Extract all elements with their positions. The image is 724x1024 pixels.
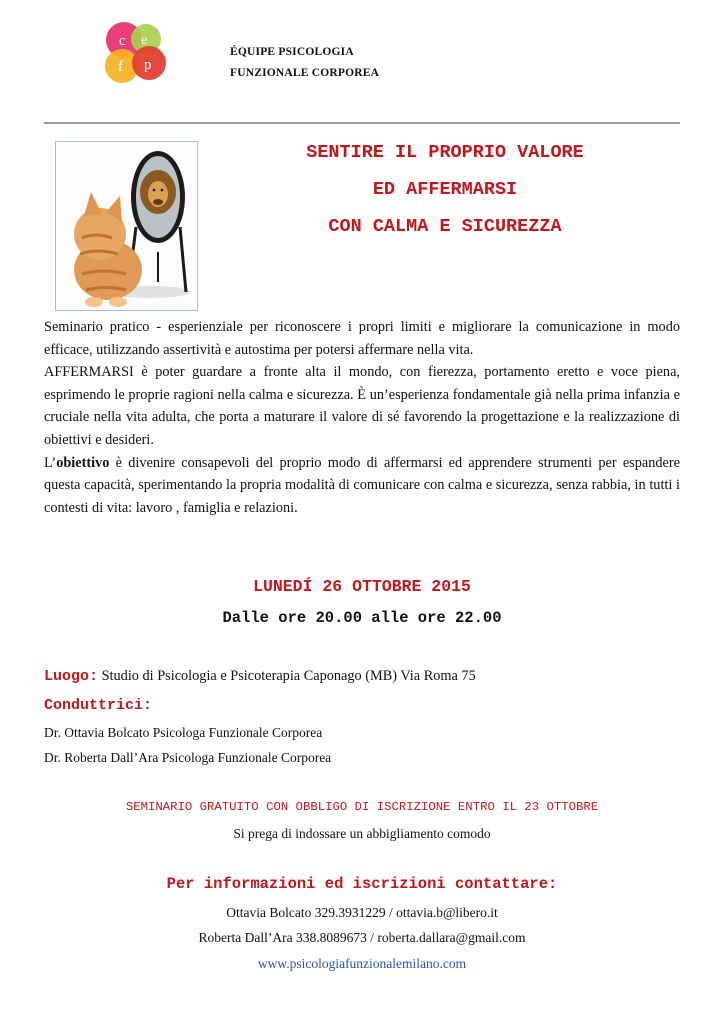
registration-notice: SEMINARIO GRATUITO CON OBBLIGO DI ISCRIZIONE ENTRO IL 23 OTTOBRE <box>125 800 599 814</box>
organization-line-1: ÉQUIPE PSICOLOGIA <box>230 46 354 58</box>
dress-code-note: Si prega di indossare un abbigliamento comodo <box>233 826 491 841</box>
description-paragraph-3 <box>44 452 680 520</box>
paragraph-3-text: è divenire consapevoli del proprio modo di affermarsi ed apprendere strumenti per espandere questa capacità, sperimentando la propria modalità di comunicare con calma e sicurezza, senza rabbia, in tutti i contesti di vita: lavoro , famiglia e relazioni. <box>44 454 680 516</box>
logo <box>98 18 176 90</box>
title-line-1: SENTIRE IL PROPRIO VALORE <box>306 142 584 163</box>
logo-letter-c: c <box>119 33 126 49</box>
description-paragraph-2: AFFERMARSI è poter guardare a fronte alta il mondo, con fierezza, portamento eretto e voce piena, esprimendo le proprie ragioni nella calma e sicurezza. È un’esperienza fondamentale già nella prima infanzia e cruciale nella vita adulta, che porta a maturare il valore di sé favorendo la progettazione e la realizzazione di obiettivi e desideri. <box>44 364 680 448</box>
leaders-label: Conduttrici: <box>44 697 153 714</box>
description <box>44 316 680 519</box>
kitten-lion-mirror-image <box>55 141 198 311</box>
logo-letter-e: e <box>141 33 148 48</box>
title-line-2: ED AFFERMARSI <box>372 179 518 200</box>
contact-line-2: Roberta Dall’Ara 338.8089673 / roberta.dallara@gmail.com <box>198 930 526 945</box>
location-label: Luogo: <box>44 668 99 685</box>
organization-name <box>230 42 379 84</box>
seminar-title <box>200 140 690 251</box>
location-value: Studio di Psicologia e Psicoterapia Caponago (MB) Via Roma 75 <box>101 668 476 684</box>
contact-line-1: Ottavia Bolcato 329.3931229 / ottavia.b@libero.it <box>226 905 498 920</box>
header-divider <box>44 122 680 124</box>
logo-letter-p: p <box>144 57 152 73</box>
paragraph-3-prefix: L’ <box>44 454 57 471</box>
leader-item: Dr. Roberta Dall’Ara Psicologa Funzionale Corporea <box>44 750 332 765</box>
organization-line-2: FUNZIONALE CORPOREA <box>230 67 380 79</box>
event-date: LUNEDÍ 26 OTTOBRE 2015 <box>253 577 471 596</box>
objective-keyword: obiettivo <box>56 454 110 471</box>
logo-letter-f: f <box>118 59 123 75</box>
leader-item: Dr. Ottavia Bolcato Psicologa Funzionale Corporea <box>44 725 323 740</box>
event-time: Dalle ore 20.00 alle ore 22.00 <box>222 609 502 627</box>
website-link[interactable]: www.psicologiafunzionalemilano.com <box>257 956 467 971</box>
description-paragraph-1: Seminario pratico - esperienziale per riconoscere i propri limiti e migliorare la comunicazione in modo efficace, utilizzando assertività e autostima per potersi affermare nella vita. <box>44 319 680 358</box>
title-line-3: CON CALMA E SICUREZZA <box>328 216 562 237</box>
location <box>44 668 476 685</box>
contacts-heading: Per informazioni ed iscrizioni contattare: <box>166 875 558 893</box>
